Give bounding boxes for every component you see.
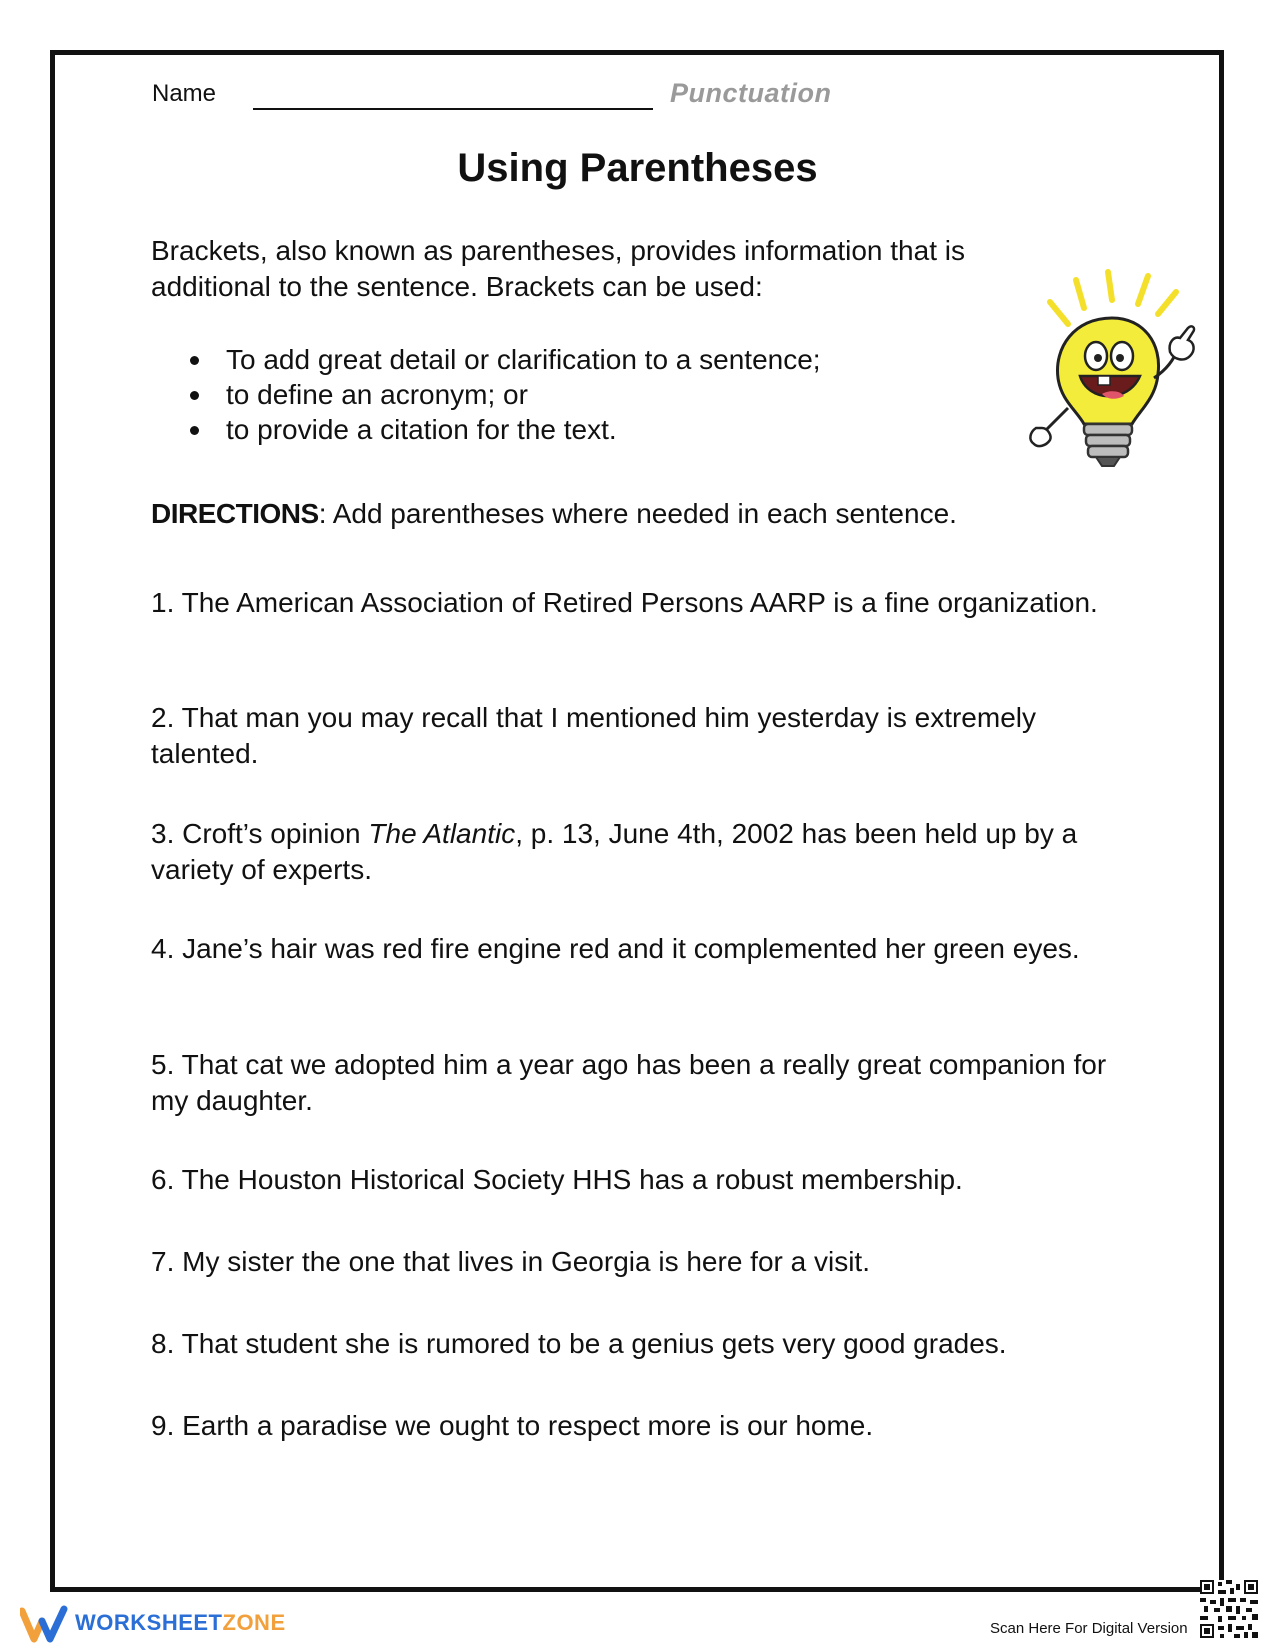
- list-item: [188, 412, 821, 447]
- question-2: 2. That man you may recall that I mentioned him yesterday is extremely talented.: [151, 702, 1036, 769]
- brand-part-1: WORKSHEET: [75, 1610, 223, 1635]
- bullet-icon: [190, 356, 199, 365]
- question-6: 6. The Houston Historical Society HHS has a robust membership.: [151, 1164, 963, 1195]
- scan-caption: Scan Here For Digital Version: [990, 1620, 1188, 1637]
- question-8: 8. That student she is rumored to be a genius gets very good grades.: [151, 1328, 1007, 1359]
- brand-name: [75, 1610, 286, 1636]
- name-label: Name: [152, 80, 217, 107]
- intro-paragraph: Brackets, also known as parentheses, provides information that is additional to the sentence. Brackets can be used:: [151, 235, 965, 302]
- worksheetzone-logo-icon: [20, 1605, 70, 1645]
- question-3: [151, 816, 1141, 888]
- question-1: 1. The American Association of Retired Persons AARP is a fine organization.: [151, 587, 1098, 618]
- directions-label: DIRECTIONS: [151, 498, 319, 529]
- question-7: 7. My sister the one that lives in Georgia is here for a visit.: [151, 1246, 870, 1277]
- question-5: 5. That cat we adopted him a year ago has been a really great companion for my daughter.: [151, 1049, 1107, 1116]
- usage-list: [188, 342, 821, 447]
- question-3-after: , p. 13, June 4th, 2002 has been held up by a variety of experts.: [151, 818, 1078, 885]
- lightbulb-mascot-icon: [1028, 268, 1233, 483]
- question-4: 4. Jane’s hair was red fire engine red and it complemented her green eyes.: [151, 933, 1080, 964]
- name-field-line[interactable]: [253, 108, 653, 110]
- directions: [151, 498, 957, 530]
- bullet-icon: [190, 391, 199, 400]
- qr-code-icon[interactable]: [1200, 1580, 1258, 1638]
- subject-label: Punctuation: [670, 78, 832, 108]
- list-item-text: to define an acronym; or: [226, 379, 528, 410]
- brand-part-2: ZONE: [222, 1610, 286, 1635]
- question-3-before: 3. Croft’s opinion: [151, 818, 369, 849]
- directions-text: : Add parentheses where needed in each sentence.: [318, 498, 957, 529]
- page-title: Using Parentheses: [457, 146, 818, 190]
- list-item: [188, 342, 821, 377]
- question-3-citation: The Atlantic: [368, 818, 516, 849]
- question-9: 9. Earth a paradise we ought to respect more is our home.: [151, 1410, 874, 1441]
- list-item: [188, 377, 821, 412]
- list-item-text: to provide a citation for the text.: [226, 414, 617, 445]
- list-item-text: To add great detail or clarification to a sentence;: [226, 344, 821, 375]
- bullet-icon: [190, 426, 199, 435]
